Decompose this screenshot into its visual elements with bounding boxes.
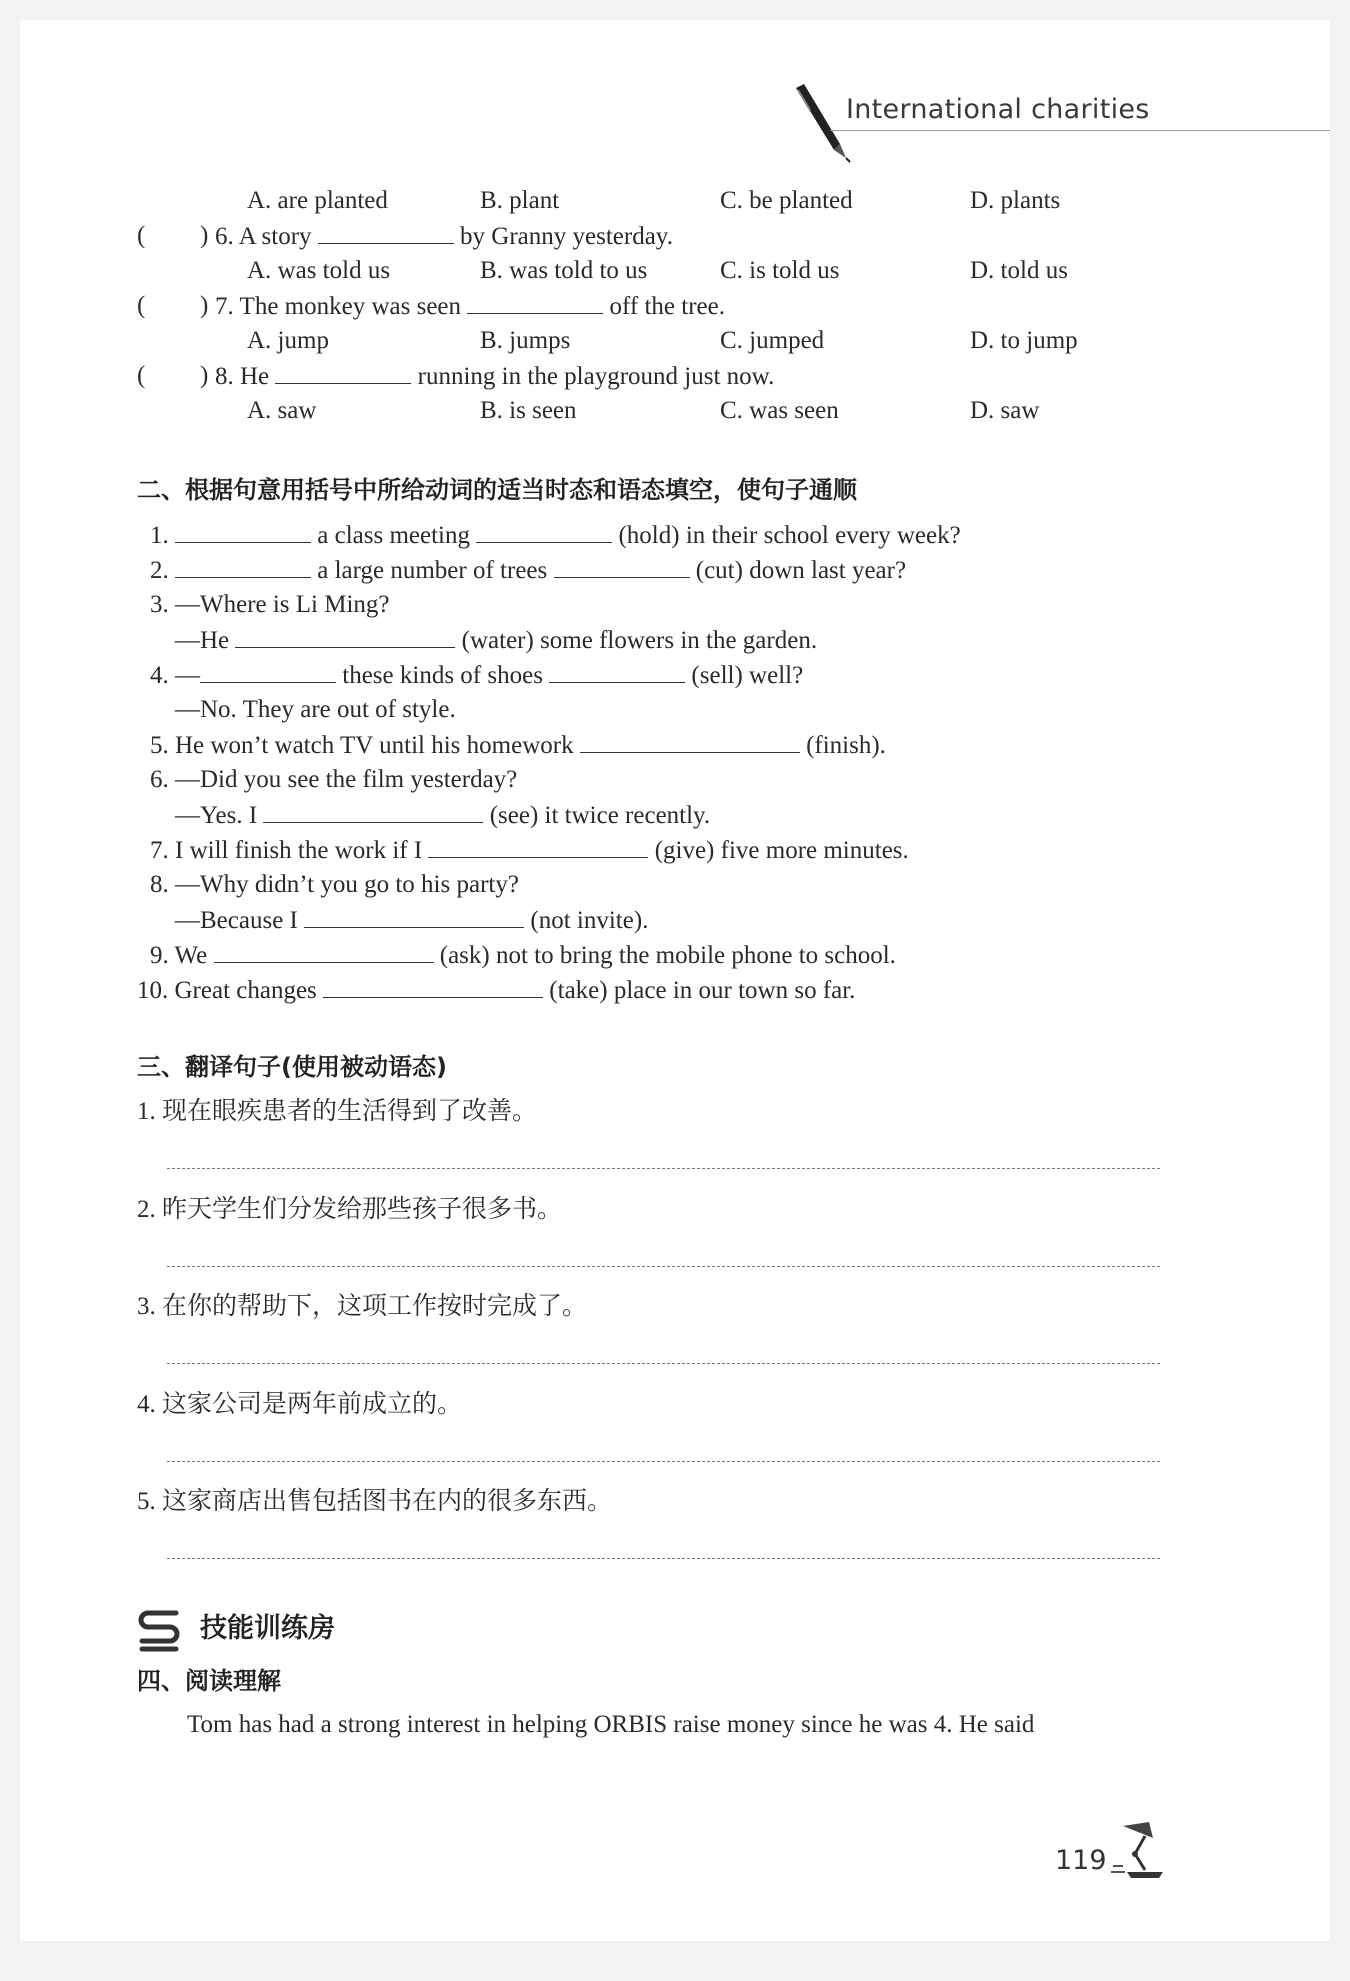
answer-blank[interactable] — [580, 730, 800, 753]
answer-blank[interactable] — [323, 975, 543, 998]
fill-q3-line2 — [175, 625, 817, 656]
question-text: a large number of trees — [317, 557, 548, 584]
question-text: —Because I — [175, 907, 298, 934]
translate-item-1: 1. 现在眼疾患者的生活得到了改善。 — [137, 1098, 538, 1125]
question-after: running in the playground just now. — [417, 363, 775, 390]
question-text: (ask) not to bring the mobile phone to school. — [439, 942, 896, 969]
fill-q2 — [150, 555, 906, 586]
question-text: (not invite). — [530, 907, 649, 934]
answer-blank[interactable] — [476, 520, 612, 543]
option-a: A. are planted — [247, 187, 388, 214]
question-after: off the tree. — [609, 293, 725, 320]
question-before: 7. The monkey was seen — [215, 293, 462, 320]
question-number: 2. — [150, 557, 169, 584]
answer-blank[interactable] — [554, 555, 690, 578]
pen-icon — [790, 82, 852, 164]
answer-paren-open: ( — [137, 222, 146, 249]
skills-icon — [136, 1607, 182, 1657]
header-title: International charities — [846, 94, 1150, 125]
question-text: 10. Great changes — [137, 977, 317, 1004]
desk-lamp-icon — [1105, 1820, 1175, 1880]
answer-blank[interactable] — [175, 520, 311, 543]
question-text — [215, 291, 725, 322]
answer-blank[interactable] — [275, 361, 411, 384]
translate-item-2: 2. 昨天学生们分发给那些孩子很多书。 — [137, 1196, 563, 1223]
fill-q10 — [137, 975, 855, 1006]
reading-paragraph: Tom has had a strong interest in helping ORBIS raise money since he was 4. He said — [187, 1711, 1035, 1738]
question-before: 8. He — [215, 363, 270, 390]
question-number: 4. — — [150, 662, 200, 689]
answer-paren-close: ) — [200, 292, 209, 319]
translate-item-3: 3. 在你的帮助下，这项工作按时完成了。 — [137, 1293, 588, 1320]
answer-paren-close: ) — [200, 362, 209, 389]
section4-title: 四、阅读理解 — [137, 1667, 281, 1695]
fill-q3-line1: 3. —Where is Li Ming? — [150, 591, 390, 618]
answer-blank[interactable] — [467, 291, 603, 314]
answer-line-3[interactable] — [167, 1363, 1160, 1364]
fill-q8-line1: 8. —Why didn’t you go to his party? — [150, 871, 519, 898]
option-b: B. was told to us — [480, 257, 648, 284]
question-text — [215, 221, 673, 252]
skills-title: 技能训练房 — [200, 1613, 335, 1644]
answer-line-4[interactable] — [167, 1461, 1160, 1462]
fill-q8-line2 — [175, 905, 648, 936]
answer-line-5[interactable] — [167, 1558, 1160, 1559]
fill-q7 — [150, 835, 909, 866]
fill-q5 — [150, 730, 886, 761]
option-c: C. was seen — [720, 397, 839, 424]
option-d: D. to jump — [970, 327, 1078, 354]
answer-line-2[interactable] — [167, 1266, 1160, 1267]
option-a: A. was told us — [247, 257, 391, 284]
question-text: 9. We — [150, 942, 208, 969]
answer-blank[interactable] — [549, 660, 685, 683]
answer-paren-open: ( — [137, 292, 146, 319]
question-text: (hold) in their school every week? — [618, 522, 961, 549]
option-c: C. jumped — [720, 327, 825, 354]
fill-q1 — [150, 520, 961, 551]
answer-paren-close: ) — [200, 222, 209, 249]
question-text: these kinds of shoes — [342, 662, 543, 689]
option-d: D. told us — [970, 257, 1068, 284]
question-text: a class meeting — [317, 522, 470, 549]
question-text: (sell) well? — [691, 662, 804, 689]
fill-q4-line2: —No. They are out of style. — [175, 696, 456, 723]
question-text — [215, 361, 774, 392]
answer-blank[interactable] — [318, 221, 454, 244]
page-number: 119 — [1055, 1845, 1107, 1876]
answer-blank[interactable] — [200, 660, 336, 683]
question-text: (finish). — [806, 732, 886, 759]
option-a: A. jump — [247, 327, 329, 354]
option-b: B. is seen — [480, 397, 577, 424]
answer-blank[interactable] — [428, 835, 648, 858]
workbook-page — [20, 20, 1330, 1941]
question-text: 7. I will finish the work if I — [150, 837, 423, 864]
answer-blank[interactable] — [235, 625, 455, 648]
fill-q6-line1: 6. —Did you see the film yesterday? — [150, 766, 518, 793]
answer-blank[interactable] — [214, 940, 434, 963]
answer-paren-open: ( — [137, 362, 146, 389]
question-text: —He — [175, 627, 230, 654]
question-text: (see) it twice recently. — [489, 802, 711, 829]
fill-q4-line1 — [150, 660, 803, 691]
answer-blank[interactable] — [263, 800, 483, 823]
translate-item-4: 4. 这家公司是两年前成立的。 — [137, 1391, 463, 1418]
option-c: C. is told us — [720, 257, 840, 284]
question-before: 6. A story — [215, 223, 312, 250]
fill-q6-line2 — [175, 800, 710, 831]
question-text: (cut) down last year? — [695, 557, 907, 584]
answer-line-1[interactable] — [167, 1168, 1160, 1169]
option-b: B. jumps — [480, 327, 571, 354]
question-after: by Granny yesterday. — [460, 223, 673, 250]
answer-blank[interactable] — [175, 555, 311, 578]
option-a: A. saw — [247, 397, 317, 424]
option-d: D. saw — [970, 397, 1040, 424]
question-text: (give) five more minutes. — [654, 837, 909, 864]
header-rule — [830, 130, 1330, 131]
option-b: B. plant — [480, 187, 560, 214]
fill-q9 — [150, 940, 896, 971]
question-number: 1. — [150, 522, 169, 549]
question-text: —Yes. I — [175, 802, 258, 829]
question-text: (water) some flowers in the garden. — [461, 627, 818, 654]
translate-item-5: 5. 这家商店出售包括图书在内的很多东西。 — [137, 1488, 613, 1515]
question-text: 5. He won’t watch TV until his homework — [150, 732, 574, 759]
option-d: D. plants — [970, 187, 1061, 214]
option-c: C. be planted — [720, 187, 853, 214]
section2-title: 二、根据句意用括号中所给动词的适当时态和语态填空，使句子通顺 — [137, 476, 857, 504]
question-text: (take) place in our town so far. — [549, 977, 856, 1004]
answer-blank[interactable] — [304, 905, 524, 928]
section3-title: 三、翻译句子(使用被动语态) — [137, 1053, 447, 1081]
